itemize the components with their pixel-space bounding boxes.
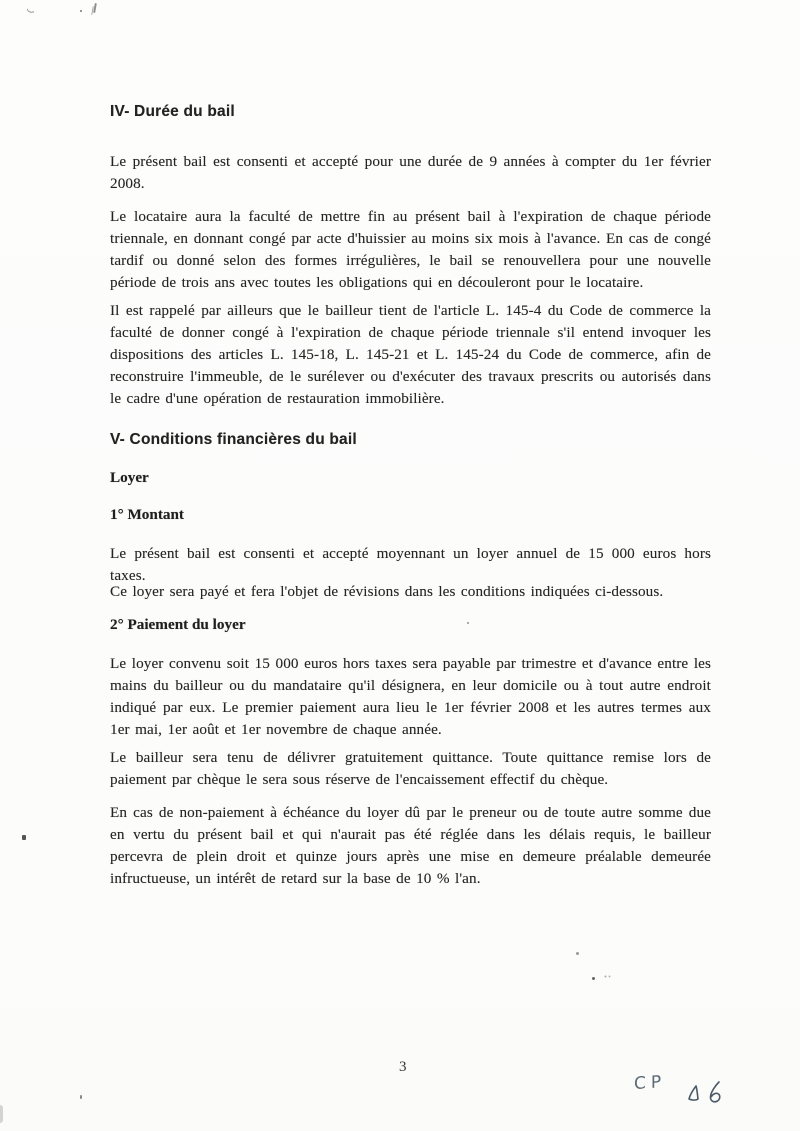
paragraph-faculte-resiliation: Le locataire aura la faculté de mettre fin au présent bail à l'expiration de chaque période triennale, en donnant congé par acte d'huissier au moins six mois à l'avance. En cas de congé tardif ou donné selon des formes irrégulières, le bail se renouvellera pour une nouvelle période de trois ans avec toutes les obligations qui en découleront pour le locataire. bbox=[110, 208, 711, 291]
scan-speck bbox=[80, 1095, 82, 1099]
subheading-montant: 1° Montant bbox=[110, 506, 184, 523]
paragraph-article-145-4: Il est rappelé par ailleurs que le bailleur tient de l'article L. 145-4 du Code de commerce la faculté de donner congé à l'expiration de chaque période triennale s'il entend invoquer les dispositions des articles L. 145-18, L. 145-21 et L. 145-24 du Code de commerce, afin de reconstruire l'immeuble, de le surélever ou d'exécuter des travaux prescrits ou autorisés dans le cadre d'une opération de restauration immobilière. bbox=[110, 302, 711, 407]
page-number: 3 bbox=[399, 1059, 407, 1075]
paragraph-paiement-trimestre: Le loyer convenu soit 15 000 euros hors taxes sera payable par trimestre et d'avance entre les mains du bailleur ou du mandataire qu'il désignera, en leur domicile ou à tout autre endroit indiqué par eux. Le premier paiement aura lieu le 1er février 2008 et les autres termes aux 1er mai, 1er août et 1er novembre de chaque année. bbox=[110, 655, 711, 738]
subheading-loyer: Loyer bbox=[110, 469, 149, 486]
scan-speck bbox=[592, 977, 595, 980]
section-heading-duree-du-bail: IV- Durée du bail bbox=[110, 103, 235, 120]
scan-speck bbox=[80, 10, 82, 12]
handwritten-initials: CP bbox=[634, 1071, 667, 1095]
scan-speck bbox=[27, 7, 35, 13]
section-heading-conditions-financieres: V- Conditions financières du bail bbox=[110, 431, 357, 448]
handwritten-paraph-icon bbox=[678, 1078, 734, 1112]
scan-speck bbox=[93, 3, 96, 13]
scan-speck bbox=[576, 952, 579, 955]
scan-edge-smudge bbox=[0, 1105, 3, 1123]
paragraph-non-paiement-interet: En cas de non-paiement à échéance du loyer dû par le preneur ou de toute autre somme due en vertu du présent bail et qui n'aurait pas été réglée dans les délais requis, le bailleur percevra de plein droit et quinze jours après une mise en demeure préalable demeurée infructueuse, un intérêt de retard sur la base de 10 % l'an. bbox=[110, 804, 711, 887]
paragraph-quittance: Le bailleur sera tenu de délivrer gratuitement quittance. Toute quittance remise lors de paiement par chèque le sera sous réserve de l'encaissement effectif du chèque. bbox=[110, 749, 711, 788]
scan-speck bbox=[467, 622, 469, 624]
subheading-paiement-du-loyer: 2° Paiement du loyer bbox=[110, 616, 246, 633]
scan-speck bbox=[22, 835, 26, 840]
paragraph-revisions: Ce loyer sera payé et fera l'objet de révisions dans les conditions indiquées ci-dessous. bbox=[110, 583, 664, 600]
paragraph-loyer-annuel: Le présent bail est consenti et accepté moyennant un loyer annuel de 15 000 euros hors taxes. bbox=[110, 545, 711, 584]
paragraph-duree: Le présent bail est consenti et accepté pour une durée de 9 années à compter du 1er février 2008. bbox=[110, 153, 711, 192]
